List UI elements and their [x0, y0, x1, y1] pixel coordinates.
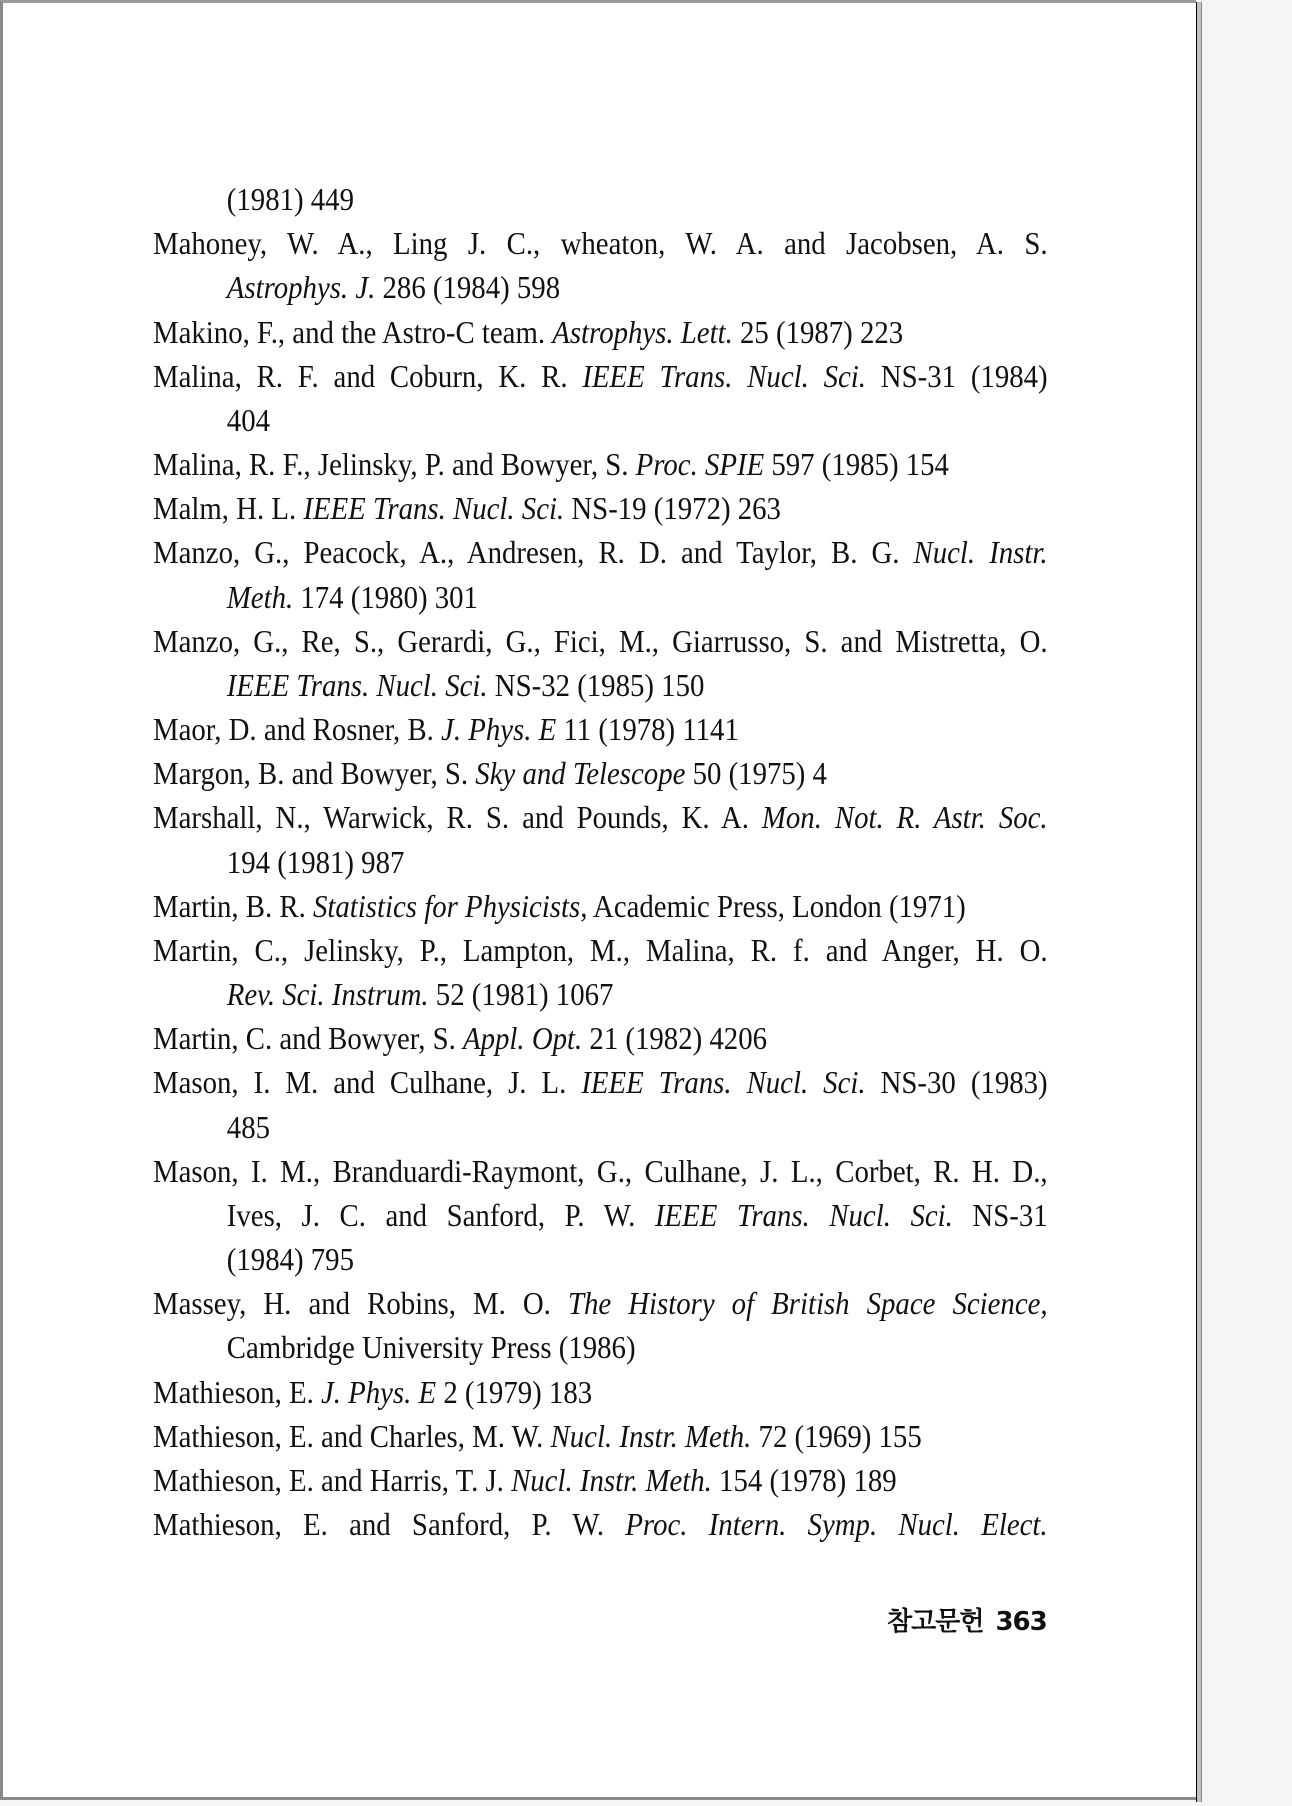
reference-line — [153, 1060, 1048, 1104]
reference-text: Margon, B. and Bowyer, S. — [153, 755, 476, 792]
reference-line — [153, 1237, 1048, 1281]
reference-line — [153, 310, 1048, 354]
page-edge-shadow — [1196, 2, 1202, 1802]
reference-line — [153, 1281, 1048, 1325]
reference-text: 72 (1969) 155 — [751, 1417, 922, 1454]
journal-title: The History of British Space Science, — [567, 1285, 1048, 1322]
reference-text: Mason, I. M., Branduardi-Raymont, G., Culhane, J. L., Corbet, R. H. D., — [153, 1152, 1048, 1189]
reference-line — [153, 663, 1048, 707]
page-number: 363 — [995, 1607, 1047, 1637]
reference-text: Academic Press, London (1971) — [587, 887, 966, 924]
reference-text: 404 — [226, 401, 270, 438]
journal-title: Proc. SPIE — [635, 446, 765, 483]
reference-line — [153, 442, 1048, 486]
reference-line — [153, 1016, 1048, 1060]
reference-text: 194 (1981) 987 — [226, 843, 405, 880]
reference-text: 50 (1975) 4 — [685, 755, 827, 792]
page-footer — [887, 1601, 1047, 1638]
reference-text: Massey, H. and Robins, M. O. — [153, 1285, 568, 1322]
reference-line — [153, 1149, 1048, 1193]
journal-title: Sky and Telescope — [475, 755, 686, 792]
reference-text: 11 (1978) 1141 — [556, 711, 739, 748]
reference-line — [153, 575, 1048, 619]
reference-line — [153, 1458, 1048, 1502]
reference-line — [153, 1414, 1048, 1458]
journal-title: IEEE Trans. Nucl. Sci. — [303, 490, 565, 527]
journal-title: J. Phys. E — [441, 711, 557, 748]
reference-text: Martin, C. and Bowyer, S. — [153, 1020, 464, 1057]
reference-text: NS-31 (1984) — [865, 357, 1048, 394]
reference-text: 52 (1981) 1067 — [428, 976, 614, 1013]
journal-title: Proc. Intern. Symp. Nucl. Elect. — [625, 1506, 1048, 1543]
journal-title: Nucl. Instr. Meth. — [511, 1461, 712, 1498]
reference-line — [153, 707, 1048, 751]
reference-line — [153, 1325, 1048, 1369]
reference-text: Marshall, N., Warwick, R. S. and Pounds, K. A. — [153, 799, 762, 836]
reference-text: 597 (1985) 154 — [764, 446, 949, 483]
reference-text: Martin, B. R. — [153, 887, 314, 924]
reference-line — [153, 619, 1048, 663]
journal-title: IEEE Trans. Nucl. Sci. — [226, 666, 488, 703]
footer-section-title: 참고문헌 — [887, 1607, 984, 1637]
reference-text: Manzo, G., Re, S., Gerardi, G., Fici, M., Giarrusso, S. and Mistretta, O. — [153, 622, 1048, 659]
reference-line — [153, 840, 1048, 884]
reference-text: 174 (1980) 301 — [293, 578, 478, 615]
reference-line — [153, 398, 1048, 442]
reference-text: NS-19 (1972) 263 — [564, 490, 781, 527]
journal-title: IEEE Trans. Nucl. Sci. — [581, 1064, 866, 1101]
journal-title: Mon. Not. R. Astr. Soc. — [761, 799, 1048, 836]
reference-line — [153, 751, 1048, 795]
reference-line — [153, 1105, 1048, 1149]
reference-text: Martin, C., Jelinsky, P., Lampton, M., Malina, R. f. and Anger, H. O. — [153, 931, 1048, 968]
reference-line — [153, 928, 1048, 972]
journal-title: Nucl. Instr. — [913, 534, 1048, 571]
journal-title: J. Phys. E — [320, 1373, 437, 1410]
reference-text: (1981) 449 — [226, 181, 354, 217]
reference-text: Mason, I. M. and Culhane, J. L. — [153, 1064, 582, 1101]
journal-title: Statistics for Physicists, — [313, 887, 588, 924]
reference-text: 485 — [226, 1108, 270, 1145]
reference-text: Malina, R. F., Jelinsky, P. and Bowyer, S. — [153, 446, 636, 483]
reference-line — [153, 221, 1048, 265]
reference-text: Mahoney, W. A., Ling J. C., wheaton, W. A. and Jacobsen, A. S. — [153, 225, 1048, 262]
reference-list — [153, 177, 1048, 1546]
reference-text: NS-32 (1985) 150 — [487, 666, 705, 703]
journal-title: Astrophys. J. — [226, 269, 376, 306]
reference-line — [153, 1502, 1048, 1546]
journal-title: Nucl. Instr. Meth. — [550, 1417, 752, 1454]
journal-title: Meth. — [226, 578, 294, 615]
reference-text: (1984) 795 — [226, 1241, 354, 1278]
reference-text: 21 (1982) 4206 — [582, 1020, 767, 1057]
journal-title: IEEE Trans. Nucl. Sci. — [654, 1196, 953, 1233]
reference-text: 25 (1987) 223 — [732, 313, 904, 350]
reference-text: 154 (1978) 189 — [711, 1461, 897, 1498]
reference-line — [153, 486, 1048, 530]
reference-line — [153, 1193, 1048, 1237]
reference-text: Mathieson, E. and Sanford, P. W. — [153, 1506, 626, 1543]
journal-title: IEEE Trans. Nucl. Sci. — [582, 357, 866, 394]
reference-text: Cambridge University Press (1986) — [226, 1329, 636, 1366]
reference-text: Manzo, G., Peacock, A., Andresen, R. D. and Taylor, B. G. — [153, 534, 914, 571]
reference-line — [153, 530, 1048, 574]
reference-line — [153, 884, 1048, 928]
reference-text: Makino, F., and the Astro-C team. — [153, 313, 553, 350]
reference-line — [153, 354, 1048, 398]
reference-text: Maor, D. and Rosner, B. — [153, 711, 442, 748]
reference-line — [153, 177, 1048, 221]
reference-text: Mathieson, E. and Harris, T. J. — [153, 1461, 512, 1498]
reference-text: Mathieson, E. and Charles, M. W. — [153, 1417, 551, 1454]
reference-text: Malm, H. L. — [153, 490, 304, 527]
reference-text: Malina, R. F. and Coburn, K. R. — [153, 357, 583, 394]
journal-title: Appl. Opt. — [463, 1020, 583, 1057]
journal-title: Astrophys. Lett. — [552, 313, 733, 350]
reference-text: NS-31 — [952, 1196, 1048, 1233]
journal-title: Rev. Sci. Instrum. — [226, 976, 429, 1013]
reference-text: NS-30 (1983) — [865, 1064, 1048, 1101]
reference-line — [153, 1370, 1048, 1414]
reference-text: Mathieson, E. — [153, 1373, 321, 1410]
reference-text: Ives, J. C. and Sanford, P. W. — [226, 1196, 655, 1233]
reference-line — [153, 795, 1048, 839]
reference-text: 2 (1979) 183 — [436, 1373, 593, 1410]
reference-text: 286 (1984) 598 — [375, 269, 561, 306]
reference-line — [153, 972, 1048, 1016]
reference-line — [153, 265, 1048, 309]
